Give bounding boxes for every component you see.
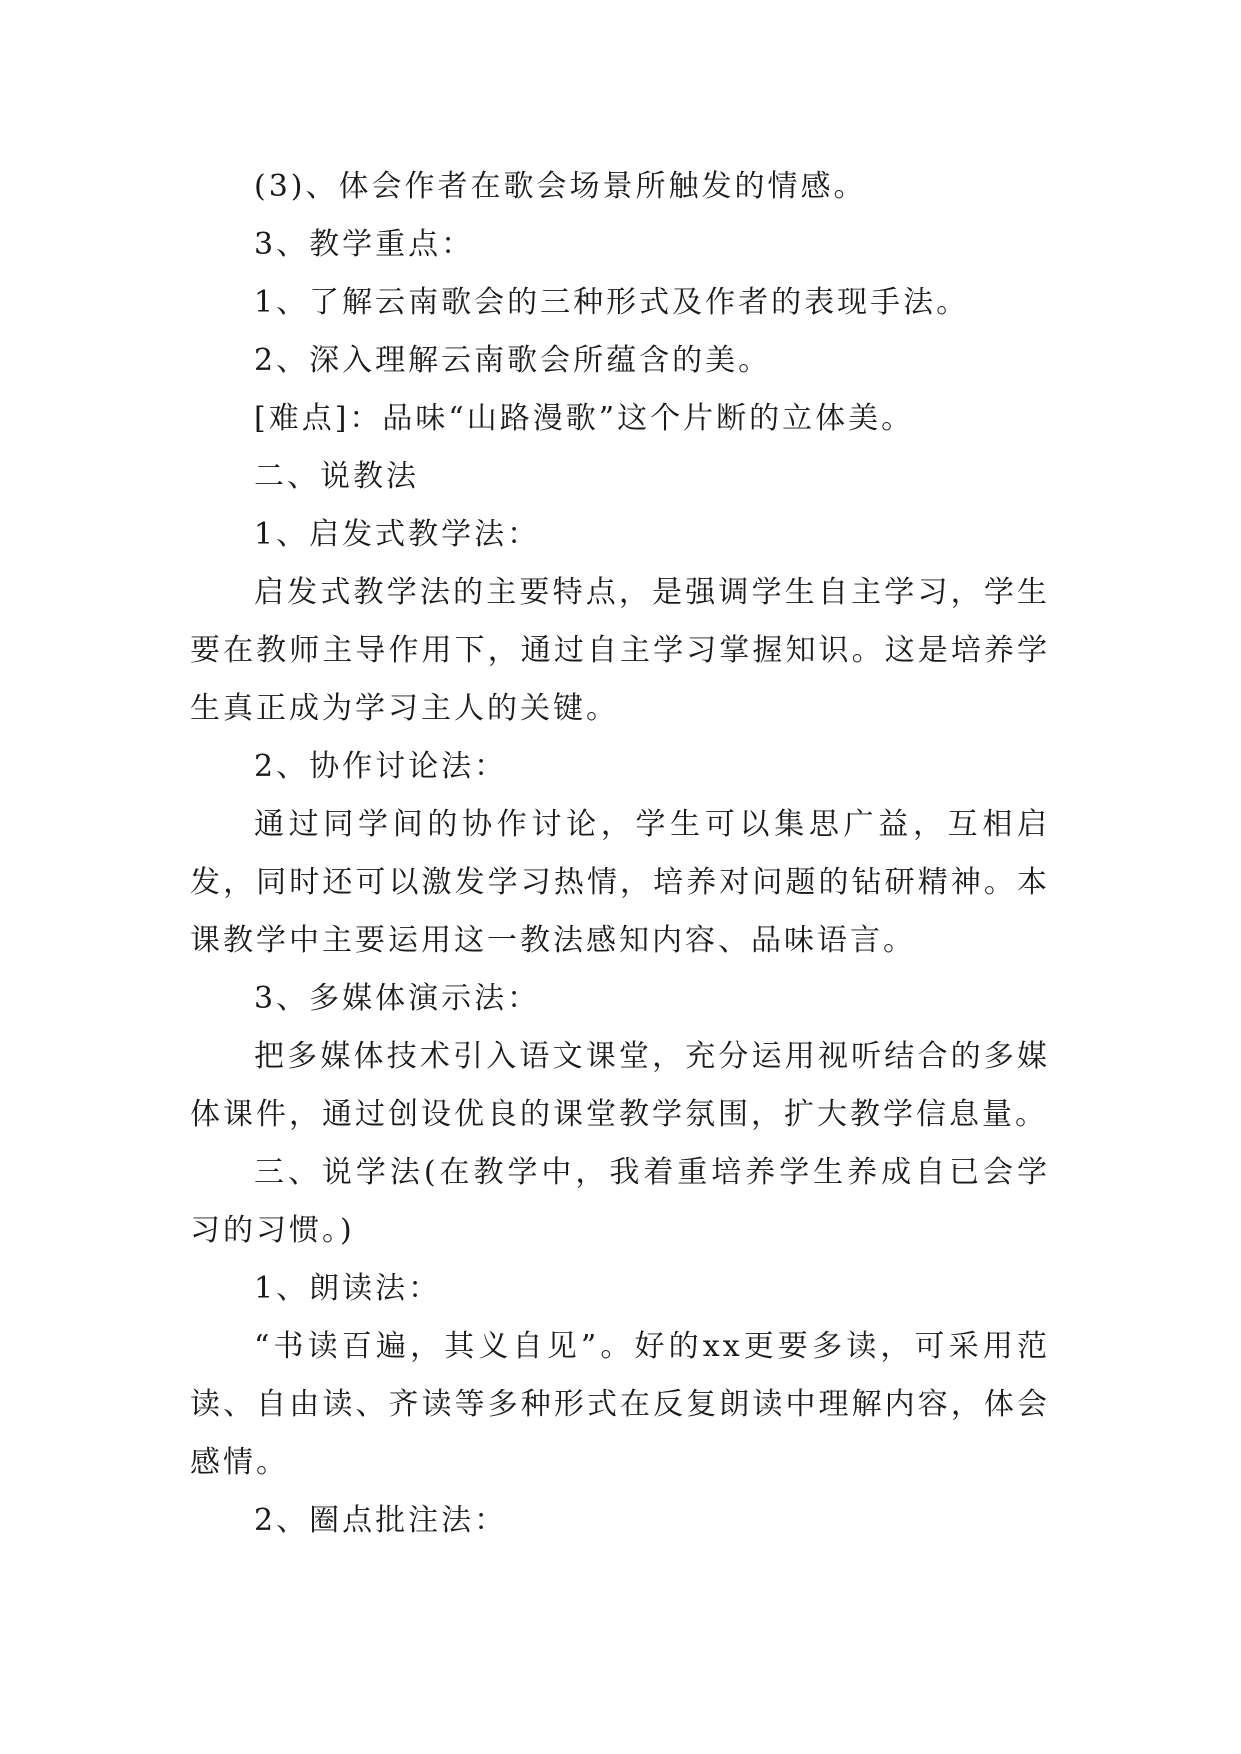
paragraph: 把多媒体技术引入语文课堂，充分运用视听结合的多媒体课件，通过创设优良的课堂教学氛围，扩大教学信息量。	[190, 1039, 1050, 1132]
paragraph: (3)、体会作者在歌会场景所触发的情感。	[254, 169, 867, 204]
section-heading: 二、说教法	[254, 459, 419, 494]
paragraph: “书读百遍，其义自见”。好的xx更要多读，可采用范读、自由读、齐读等多种形式在反复朗读中理解内容，体会感情。	[190, 1329, 1050, 1480]
paragraph: 启发式教学法的主要特点，是强调学生自主学习，学生要在教师主导作用下，通过自主学习掌握知识。这是培养学生真正成为学习主人的关键。	[190, 575, 1050, 726]
document-body	[190, 158, 1050, 1550]
paragraph: 通过同学间的协作讨论，学生可以集思广益，互相启发，同时还可以激发学习热情，培养对问题的钻研精神。本课教学中主要运用这一教法感知内容、品味语言。	[190, 807, 1050, 958]
list-item: 2、深入理解云南歌会所蕴含的美。	[254, 343, 772, 378]
subsection-heading: 2、圈点批注法：	[254, 1503, 508, 1538]
subsection-heading: 2、协作讨论法：	[254, 749, 508, 784]
subsection-heading: 1、朗读法：	[254, 1271, 442, 1306]
list-item: 1、了解云南歌会的三种形式及作者的表现手法。	[254, 285, 970, 320]
subsection-heading: 3、多媒体演示法：	[254, 981, 541, 1016]
section-heading: 三、说学法(在教学中，我着重培养学生养成自已会学习的习惯。)	[190, 1155, 1050, 1248]
section-heading: 3、教学重点：	[254, 227, 475, 262]
paragraph: [难点]：品味“山路漫歌”这个片断的立体美。	[254, 401, 915, 436]
subsection-heading: 1、启发式教学法：	[254, 517, 541, 552]
